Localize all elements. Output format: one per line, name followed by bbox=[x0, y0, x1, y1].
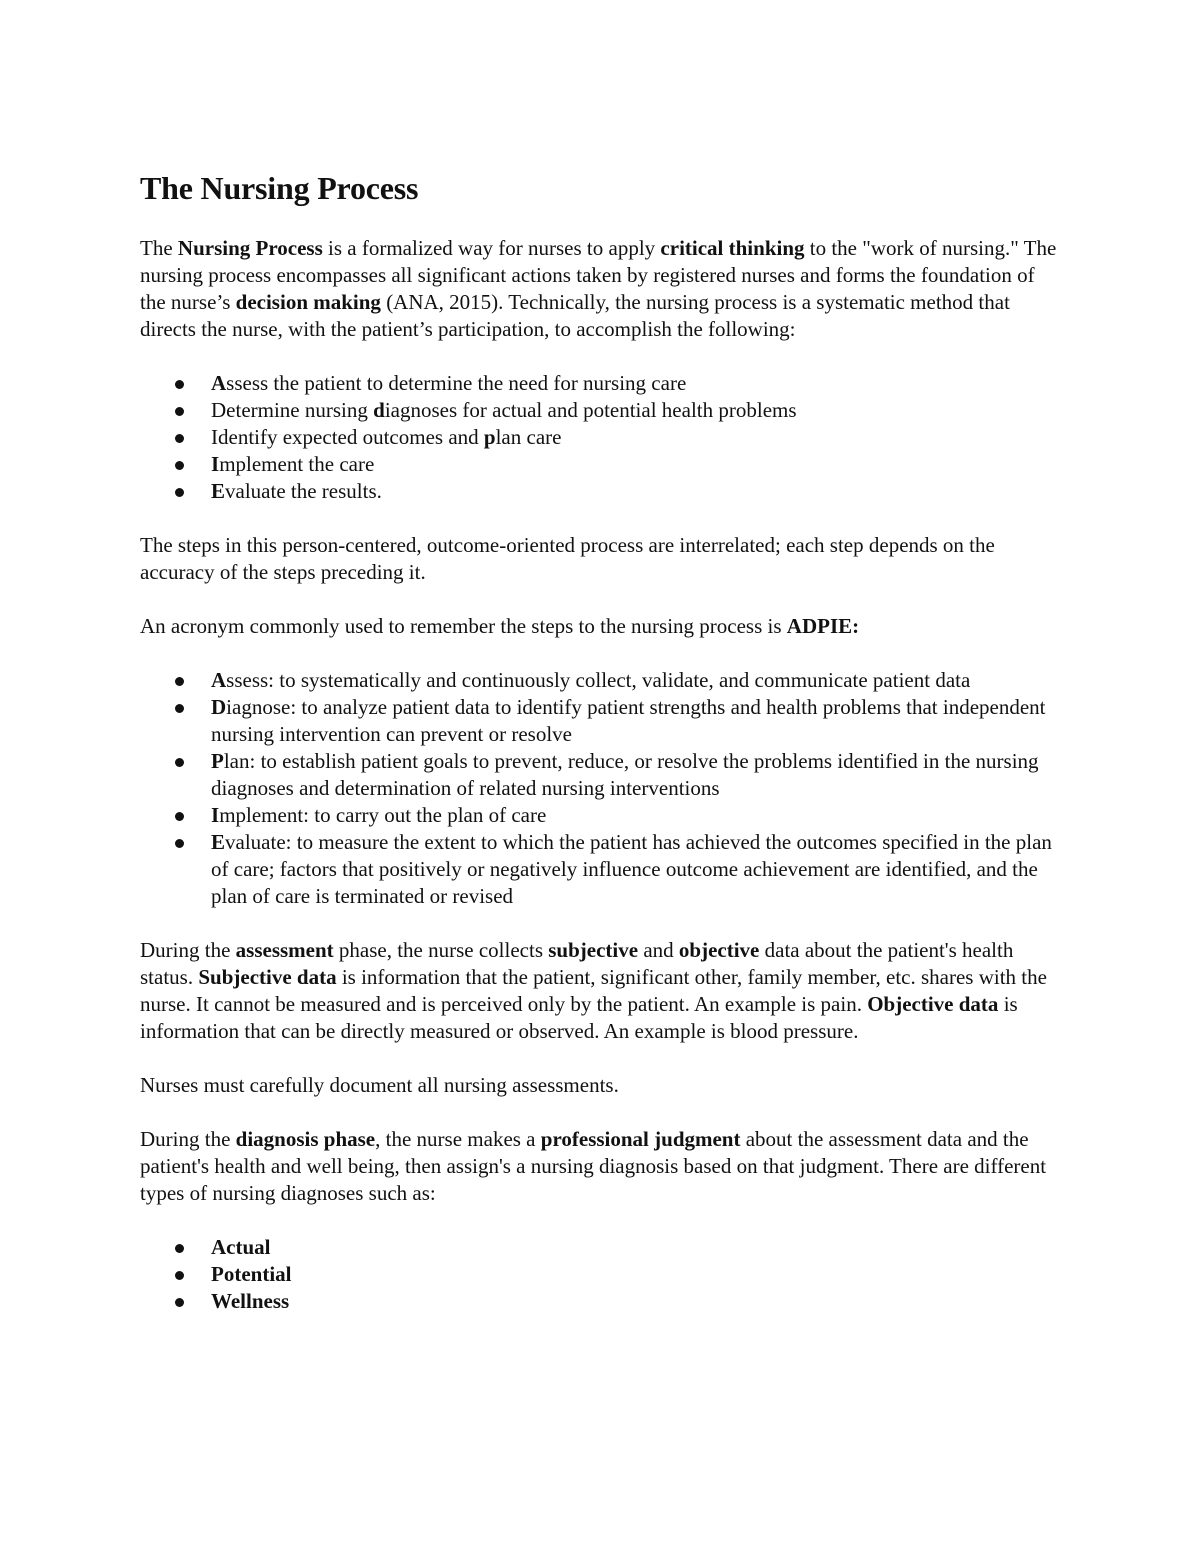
adpie-list-item bbox=[140, 748, 1065, 802]
bold-text-run: Wellness bbox=[211, 1289, 290, 1313]
bold-text-run: E bbox=[211, 830, 226, 854]
text-run: data about the patient's health status. bbox=[140, 938, 1014, 989]
text-run: is information that can be directly measured or observed. An example is blood pressure. bbox=[140, 992, 1018, 1043]
bold-text-run: Subjective data bbox=[198, 965, 337, 989]
bold-text-run: critical thinking bbox=[660, 236, 805, 260]
bold-text-run: A bbox=[211, 668, 227, 692]
text-run: is a formalized way for nurses to apply bbox=[322, 236, 661, 260]
bullet-icon bbox=[175, 488, 184, 497]
bold-text-run: A bbox=[211, 371, 227, 395]
text-run: ssess: to systematically and continuously collect, validate, and communicate patient data bbox=[226, 668, 971, 692]
text-run: to the "work of nursing." The nursing process encompasses all significant actions taken by registered nurses and forms the foundation of the nurse’s bbox=[140, 236, 1057, 314]
text-run: mplement the care bbox=[219, 452, 375, 476]
bold-text-run: p bbox=[483, 425, 496, 449]
diagnosis-type-item bbox=[140, 1288, 1065, 1315]
bold-text-run: decision making bbox=[235, 290, 381, 314]
bullet-icon bbox=[175, 812, 184, 821]
bullet-icon bbox=[175, 380, 184, 389]
steps-list-item bbox=[140, 397, 1065, 424]
diagnosis-type-item bbox=[140, 1261, 1065, 1288]
text-run: and bbox=[638, 938, 679, 962]
steps-list bbox=[140, 370, 1065, 505]
bullet-icon bbox=[175, 407, 184, 416]
adpie-list-item bbox=[140, 829, 1065, 910]
bullet-icon bbox=[175, 758, 184, 767]
bold-text-run: diagnosis phase bbox=[235, 1127, 376, 1151]
steps-list-item bbox=[140, 478, 1065, 505]
interrelated-paragraph: The steps in this person-centered, outcome-oriented process are interrelated; each step depends on the accuracy of the steps preceding it. bbox=[140, 533, 995, 584]
bullet-icon bbox=[175, 461, 184, 470]
text-run: Determine nursing bbox=[211, 398, 374, 422]
text-run: is information that the patient, significant other, family member, etc. shares with the nurse. It cannot be measured and is perceived only by the patient. An example is pain. bbox=[140, 965, 1047, 1016]
diagnosis-paragraph bbox=[140, 1126, 1065, 1207]
bold-text-run: Potential bbox=[211, 1262, 292, 1286]
bold-text-run: E bbox=[211, 479, 226, 503]
bold-text-run: objective bbox=[678, 938, 760, 962]
bullet-icon bbox=[175, 1271, 184, 1280]
text-run: The bbox=[140, 236, 178, 260]
bullet-icon bbox=[175, 704, 184, 713]
text-run: , the nurse makes a bbox=[375, 1127, 541, 1151]
text-run: lan care bbox=[495, 425, 562, 449]
text-run: An acronym commonly used to remember the steps to the nursing process is bbox=[140, 614, 787, 638]
text-run: During the bbox=[140, 1127, 236, 1151]
bold-text-run: D bbox=[211, 695, 227, 719]
bold-text-run: I bbox=[211, 803, 220, 827]
text-run: valuate the results. bbox=[225, 479, 382, 503]
bullet-icon bbox=[175, 677, 184, 686]
bullet-icon bbox=[175, 1298, 184, 1307]
text-run: mplement: to carry out the plan of care bbox=[219, 803, 547, 827]
bold-text-run: professional judgment bbox=[540, 1127, 741, 1151]
bold-text-run: Actual bbox=[211, 1235, 271, 1259]
text-run: about the assessment data and the patient's health and well being, then assign's a nursing diagnosis based on that judgment. There are different types of nursing diagnoses such as: bbox=[140, 1127, 1047, 1205]
bullet-icon bbox=[175, 1244, 184, 1253]
bold-text-run: d bbox=[373, 398, 385, 422]
steps-list-item bbox=[140, 451, 1065, 478]
document-page bbox=[140, 168, 1065, 1342]
text-run: Identify expected outcomes and bbox=[211, 425, 484, 449]
adpie-list-item bbox=[140, 667, 1065, 694]
bullet-icon bbox=[175, 434, 184, 443]
bold-text-run: Nursing Process bbox=[177, 236, 323, 260]
text-run: ssess the patient to determine the need for nursing care bbox=[226, 371, 687, 395]
bullet-icon bbox=[175, 839, 184, 848]
adpie-list bbox=[140, 667, 1065, 910]
text-run: lan: to establish patient goals to prevent, reduce, or resolve the problems identified in the nursing diagnoses and determination of related nursing interventions bbox=[211, 749, 1039, 800]
bold-text-run: subjective bbox=[548, 938, 639, 962]
bold-text-run: I bbox=[211, 452, 220, 476]
bold-text-run: assessment bbox=[235, 938, 334, 962]
diagnosis-type-item bbox=[140, 1234, 1065, 1261]
bold-text-run: Objective data bbox=[867, 992, 999, 1016]
text-run: iagnose: to analyze patient data to identify patient strengths and health problems that independent nursing intervention can prevent or resolve bbox=[211, 695, 1046, 746]
steps-list-item bbox=[140, 370, 1065, 397]
documentation-paragraph: Nurses must carefully document all nursing assessments. bbox=[140, 1073, 619, 1097]
page-title: The Nursing Process bbox=[140, 170, 419, 206]
text-run: valuate: to measure the extent to which the patient has achieved the outcomes specified in the plan of care; factors that positively or negatively influence outcome achievement are identified, and the plan of care is terminated or revised bbox=[211, 830, 1052, 908]
text-run: iagnoses for actual and potential health problems bbox=[384, 398, 797, 422]
adpie-list-item bbox=[140, 802, 1065, 829]
steps-list-item bbox=[140, 424, 1065, 451]
text-run: During the bbox=[140, 938, 236, 962]
bold-text-run: ADPIE: bbox=[786, 614, 860, 638]
text-run: phase, the nurse collects bbox=[333, 938, 549, 962]
bold-text-run: P bbox=[211, 749, 224, 773]
adpie-list-item bbox=[140, 694, 1065, 748]
intro-paragraph bbox=[140, 235, 1065, 343]
text-run: (ANA, 2015). Technically, the nursing process is a systematic method that directs the nurse, with the patient’s participation, to accomplish the following: bbox=[140, 290, 1010, 341]
diagnosis-types-list bbox=[140, 1234, 1065, 1315]
assessment-paragraph bbox=[140, 937, 1065, 1045]
acronym-paragraph bbox=[140, 613, 1065, 640]
